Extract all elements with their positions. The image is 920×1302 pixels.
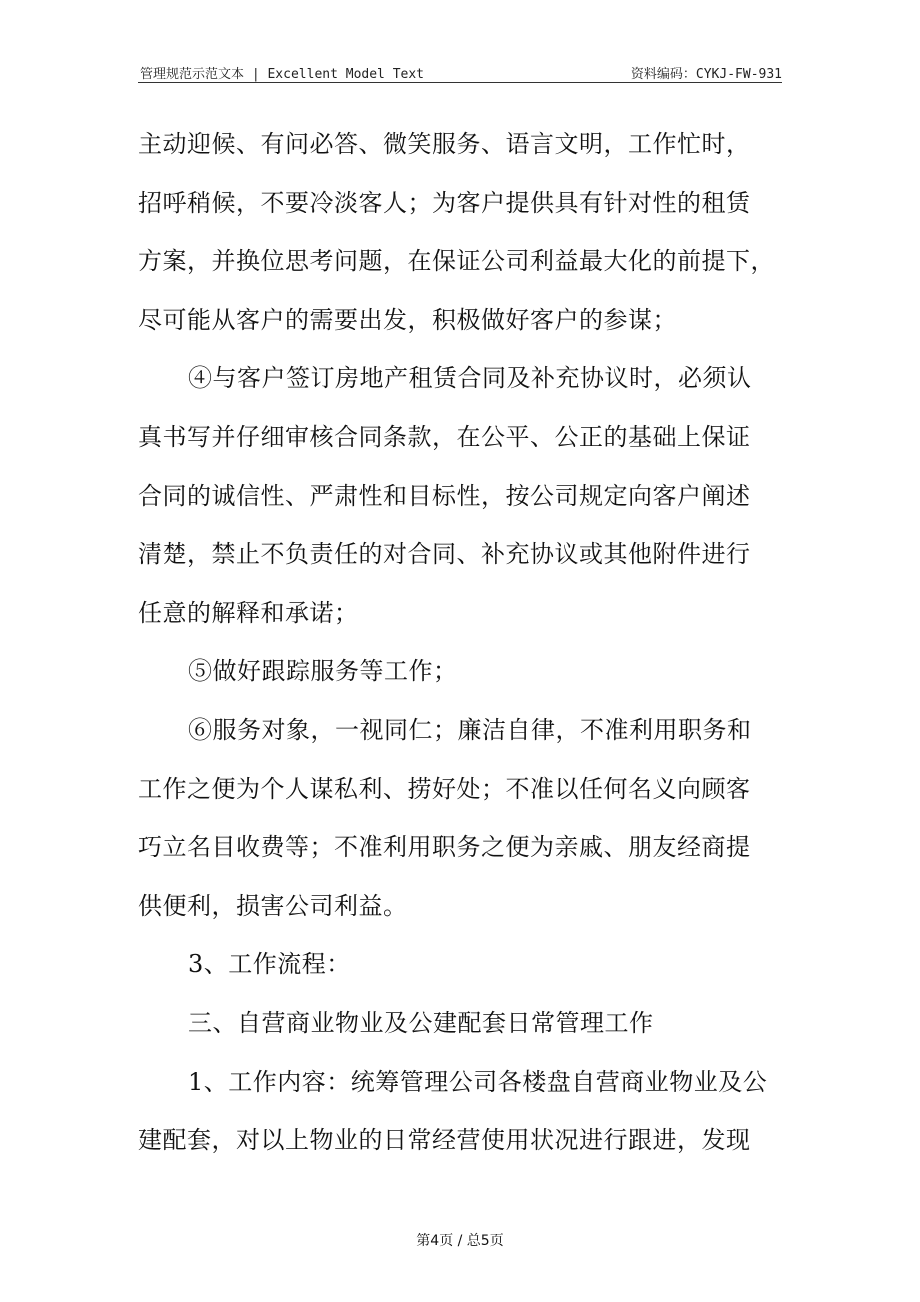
header-title: 管理规范示范文本 | Excellent Model Text [140, 67, 425, 82]
body-line: 尽可能从客户的需要出发，积极做好客户的参谋； [138, 305, 677, 334]
body-line: 真书写并仔细审核合同条款，在公平、公正的基础上保证 [138, 422, 751, 451]
body-line: 1、工作内容：统筹管理公司各楼盘自营商业物业及公 [188, 1067, 768, 1096]
body-line: 方案，并换位思考问题，在保证公司利益最大化的前提下， [138, 247, 775, 276]
page-number: 第4页 / 总5页 [416, 1233, 504, 1249]
body-line: 合同的诚信性、严肃性和目标性，按公司规定向客户阐述 [138, 481, 751, 510]
body-line: 供便利，损害公司利益。 [138, 891, 408, 920]
body-line: 巧立名目收费等；不准利用职务之便为亲戚、朋友经商提 [138, 833, 751, 862]
section-heading: 三、自营商业物业及公建配套日常管理工作 [188, 1008, 654, 1037]
body-line: 任意的解释和承诺； [138, 598, 359, 627]
document-code: 资料编码：CYKJ-FW-931 [630, 67, 782, 82]
body-line: 主动迎候、有问必答、微笑服务、语言文明，工作忙时， [138, 130, 751, 158]
section-heading: 3、工作流程： [188, 950, 351, 979]
body-line: 招呼稍候，不要冷淡客人；为客户提供具有针对性的租赁 [138, 188, 751, 217]
body-line: ④与客户签订房地产租赁合同及补充协议时，必须认 [188, 364, 752, 393]
body-line: ⑤做好跟踪服务等工作； [188, 657, 458, 686]
page-header [138, 60, 782, 83]
document-body [138, 115, 788, 1170]
body-line: 清楚，禁止不负责任的对合同、补充协议或其他附件进行 [138, 540, 751, 569]
body-line: 建配套，对以上物业的日常经营使用状况进行跟进，发现 [138, 1126, 751, 1155]
body-line: 工作之便为个人谋私利、捞好处；不准以任何名义向顾客 [138, 774, 751, 803]
body-line: ⑥服务对象，一视同仁；廉洁自律，不准利用职务和 [188, 715, 752, 744]
